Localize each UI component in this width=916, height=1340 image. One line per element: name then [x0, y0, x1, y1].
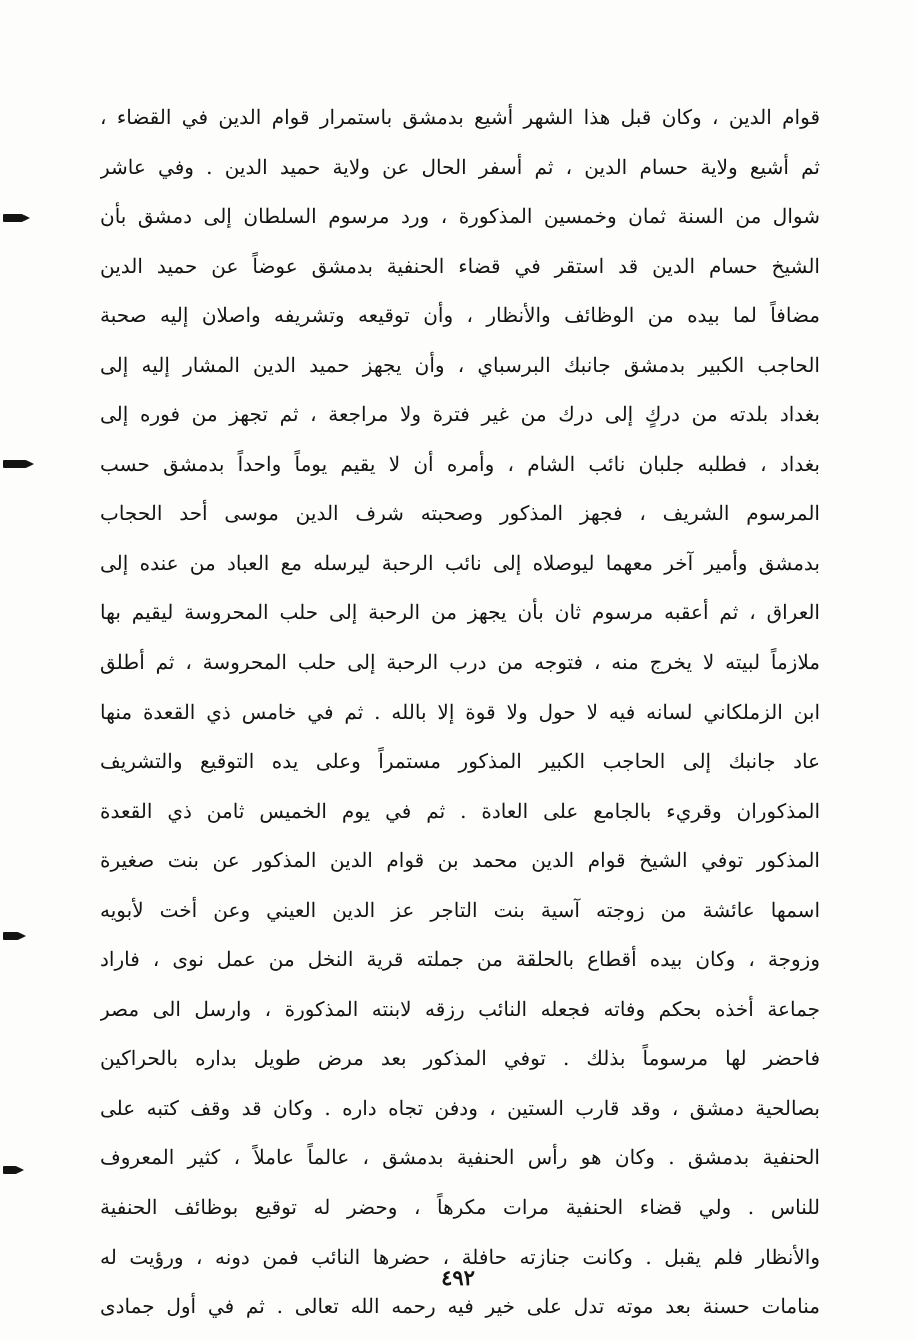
- text-line: جماعة أخذه بحكم وفاته فجعله النائب رزقه لابنته المذكورة ، وارسل الى مصر: [100, 996, 820, 1021]
- text-line: بدمشق وأمير آخر معهما ليوصلاه إلى نائب الرحبة ليرسله مع العباد من عنده إلى: [100, 550, 820, 575]
- text-line: بغداد ، فطلبه جلبان نائب الشام ، وأمره أن لا يقيم يوماً واحداً بدمشق حسب: [100, 451, 820, 476]
- text-line: وزوجة ، وكان بيده أقطاع بالحلقة من جملته قرية النخل من عمل نوى ، فاراد: [100, 947, 820, 972]
- text-line: ثم أشيع ولاية حسام الدين ، ثم أسفر الحال عن ولاية حميد الدين . وفي عاشر: [100, 154, 820, 179]
- margin-pointer-mark: [3, 460, 29, 468]
- text-line: بغداد بلدته من دركٍ إلى درك من غير فترة ولا مراجعة ، ثم تجهز من فوره إلى: [100, 402, 820, 427]
- text-line: قوام الدين ، وكان قبل هذا الشهر أشيع بدمشق باستمرار قوام الدين في القضاء ،: [100, 105, 820, 129]
- text-line: العراق ، ثم أعقبه مرسوم ثان بأن يجهز من الرحبة إلى حلب المحروسة ليقيم بها: [100, 600, 820, 625]
- text-line: بصالحية دمشق ، وقد قارب الستين ، ودفن تجاه داره . وكان قد وقف كتبه على: [100, 1095, 820, 1120]
- text-line: والأنظار فلم يقبل . وكانت جنازته حافلة ، حضرها النائب فمن دونه ، ورؤيت له: [100, 1244, 820, 1269]
- margin-pointer-mark: [3, 214, 25, 222]
- text-line: منامات حسنة بعد موته تدل على خير فيه رحمه الله تعالى . ثم في أول جمادى: [100, 1294, 820, 1319]
- margin-pointer-mark: [3, 932, 21, 940]
- text-line: للناس . ولي قضاء الحنفية مرات مكرهاً ، وحضر له توقيع بوظائف الحنفية: [100, 1195, 820, 1220]
- margin-pointer-mark: [3, 1166, 19, 1174]
- page-number: ٤٩٢: [441, 1265, 475, 1290]
- text-line: الحنفية بدمشق . وكان هو رأس الحنفية بدمشق ، عالماً عاملاً ، كثير المعروف: [100, 1145, 820, 1170]
- text-line: فاحضر لها مرسوماً بذلك . توفي المذكور بعد مرض طويل بداره بالحراكين: [100, 1046, 820, 1071]
- text-line: مضافاً لما بيده من الوظائف والأنظار ، وأن توقيعه وتشريفه واصلان إليه صحبة: [100, 303, 820, 328]
- text-line: عاد جانبك إلى الحاجب الكبير المذكور مستمراً وعلى يده التوقيع والتشريف: [100, 749, 820, 774]
- text-line: المذكوران وقريء بالجامع على العادة . ثم في يوم الخميس ثامن ذي القعدة: [100, 798, 820, 823]
- text-line: الشيخ حسام الدين قد استقر في قضاء الحنفية بدمشق عوضاً عن حميد الدين: [100, 253, 820, 278]
- body-text: [100, 93, 820, 1332]
- text-line: ملازماً لبيته لا يخرج منه ، فتوجه من درب الرحبة إلى حلب المحروسة ، ثم أطلق: [100, 650, 820, 675]
- text-line: الحاجب الكبير بدمشق جانبك البرسباي ، وأن يجهز حميد الدين المشار إليه إلى: [100, 352, 820, 377]
- text-line: اسمها عائشة من زوجته آسية بنت التاجر عز الدين العيني وعن أخت لأبويه: [100, 897, 820, 922]
- text-line: المرسوم الشريف ، فجهز المذكور وصحبته شرف الدين موسى أحد الحجاب: [100, 501, 820, 526]
- text-line: المذكور توفي الشيخ قوام الدين محمد بن قوام الدين المذكور عن بنت صغيرة: [100, 848, 820, 873]
- text-line: ابن الزملكاني لسانه فيه لا حول ولا قوة إلا بالله . ثم في خامس ذي القعدة منها: [100, 699, 820, 724]
- text-line: شوال من السنة ثمان وخمسين المذكورة ، ورد مرسوم السلطان إلى دمشق بأن: [100, 204, 820, 229]
